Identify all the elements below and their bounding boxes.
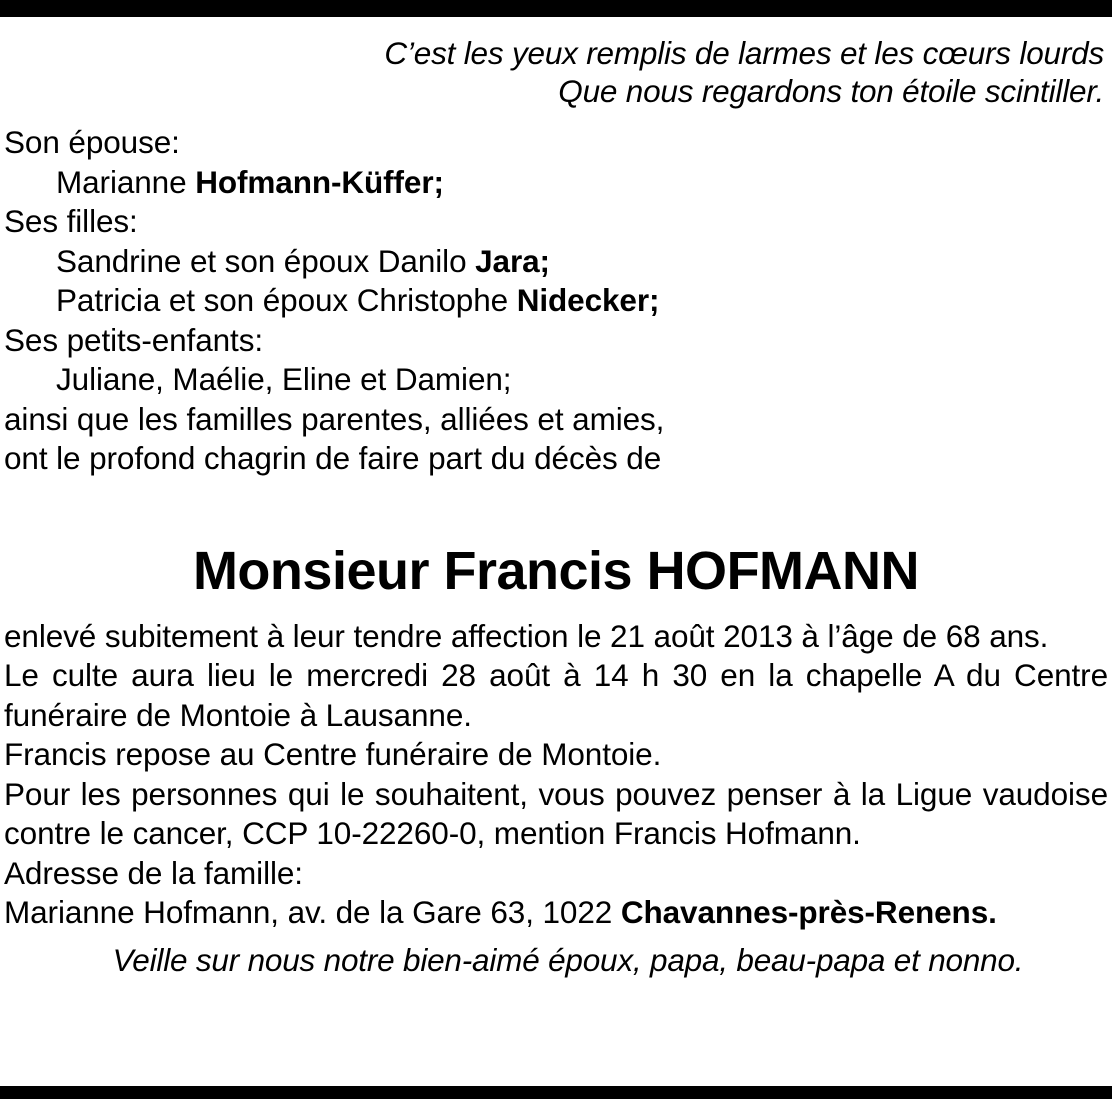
detail-text: Marianne Hofmann, av. de la Gare 63, 1022 bbox=[4, 894, 621, 930]
family-line bbox=[4, 321, 1108, 361]
family-line-text: Patricia et son époux Christophe bbox=[56, 282, 517, 318]
epigraph-line-1: C’est les yeux remplis de larmes et les cœurs lourds bbox=[384, 35, 1104, 71]
family-surname: Hofmann-Küffer; bbox=[195, 163, 444, 200]
detail-text: Le culte aura lieu le mercredi 28 août à 14 h 30 en la chapelle A du Centre funéraire de Montoie à Lausanne. bbox=[4, 657, 1108, 733]
family-surname: Jara; bbox=[475, 242, 550, 279]
family-line-text: Juliane, Maélie, Eline et Damien; bbox=[56, 361, 512, 397]
family-list bbox=[4, 123, 1108, 479]
family-line bbox=[4, 281, 1108, 321]
detail-paragraph bbox=[4, 854, 1108, 894]
family-line-text: Ses filles: bbox=[4, 203, 138, 239]
detail-text: Francis repose au Centre funéraire de Montoie. bbox=[4, 736, 662, 772]
family-line bbox=[4, 163, 1108, 203]
detail-emphasis: Chavannes-près-Renens. bbox=[620, 894, 997, 930]
bottom-rule bbox=[0, 1086, 1112, 1099]
detail-paragraph bbox=[4, 775, 1108, 854]
family-line-text: Son épouse: bbox=[4, 124, 180, 160]
family-line bbox=[4, 123, 1108, 163]
family-surname: Nidecker; bbox=[516, 282, 660, 318]
deceased-name: Monsieur Francis HOFMANN bbox=[192, 540, 920, 601]
family-line bbox=[4, 242, 1108, 282]
family-line-text: Sandrine et son époux Danilo bbox=[56, 242, 476, 279]
family-line bbox=[4, 360, 1108, 400]
family-line-text: ainsi que les familles parentes, alliées et amies, bbox=[4, 400, 665, 437]
detail-paragraph bbox=[4, 893, 1108, 933]
family-line-text: Ses petits-enfants: bbox=[4, 321, 263, 358]
notice-details bbox=[4, 617, 1108, 933]
detail-paragraph bbox=[4, 656, 1108, 735]
top-rule bbox=[0, 0, 1112, 17]
closing-verse: Veille sur nous notre bien-aimé époux, papa, beau-papa et nonno. bbox=[112, 941, 1024, 978]
family-line bbox=[4, 439, 1108, 479]
family-line bbox=[4, 400, 1108, 440]
notice-body bbox=[0, 17, 1112, 1086]
detail-text: enlevé subitement à leur tendre affection le 21 août 2013 à l’âge de 68 ans. bbox=[4, 617, 1049, 654]
detail-paragraph bbox=[4, 735, 1108, 775]
detail-text: Adresse de la famille: bbox=[4, 854, 303, 891]
detail-text: Pour les personnes qui le souhaitent, vous pouvez penser à la Ligue vaudoise contre le cancer, CCP 10-22260-0, mention Francis Hofmann. bbox=[4, 775, 1108, 851]
family-line bbox=[4, 202, 1108, 242]
epigraph bbox=[4, 34, 1108, 110]
family-line-text: ont le profond chagrin de faire part du décès de bbox=[4, 440, 662, 476]
epigraph-line-2: Que nous regardons ton étoile scintiller. bbox=[558, 73, 1104, 109]
detail-paragraph bbox=[4, 617, 1108, 657]
family-line-text: Marianne bbox=[56, 163, 196, 200]
